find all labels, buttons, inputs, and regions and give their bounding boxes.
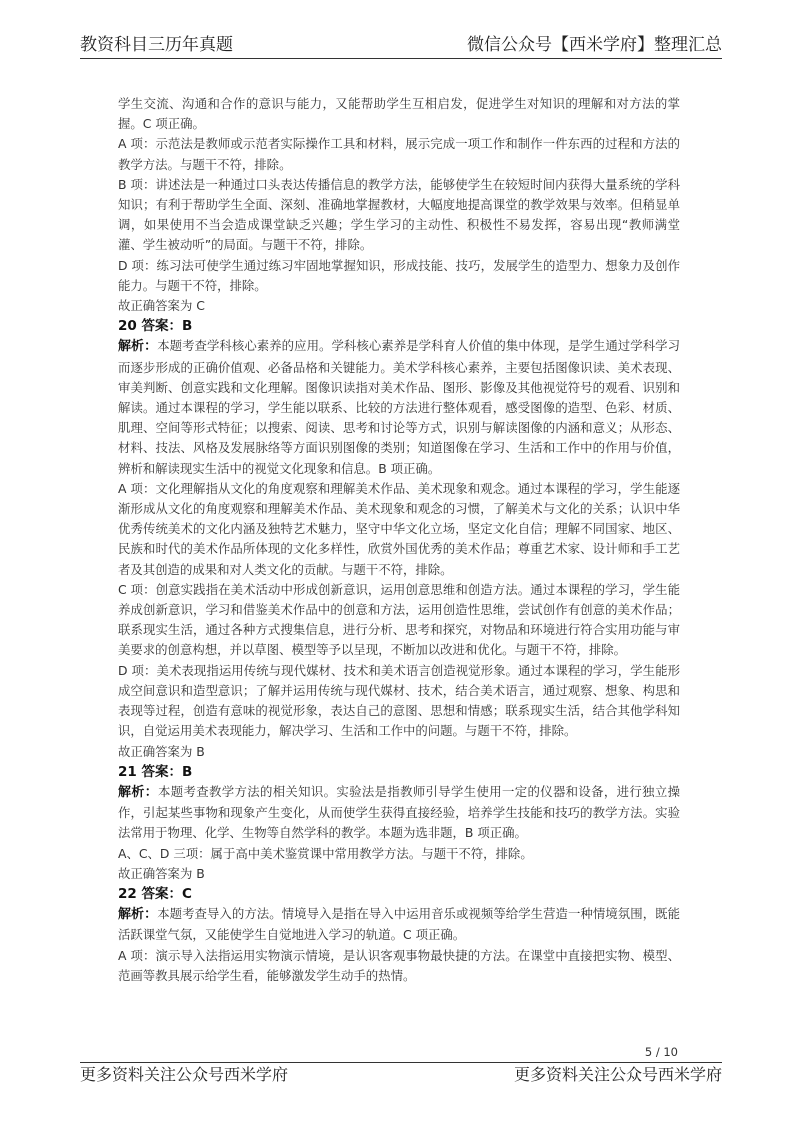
explanation-20 xyxy=(118,336,680,478)
explanation-22 xyxy=(118,904,680,945)
explanation-text: 本题考查导入的方法。情境导入是指在导入中运用音乐或视频等给学生营造一种情境氛围，既能活跃课堂气氛，又能使学生自觉地进入学习的轨道。C 项正确。 xyxy=(118,906,680,943)
paragraph: D 项：美术表现指运用传统与现代媒材、技术和美术语言创造视觉形象。通过本课程的学习，学生能形成空间意识和造型意识；了解并运用传统与现代媒材、技术，结合美术语言，通过观察、想象、构思和表现等过程，创造有意味的视觉形象，表达自己的意图、思想和情感；联系现实生活，结合其他学科知识，自觉运用美术表现能力，解决学习、生活和工作中的问题。与题干不符，排除。 xyxy=(118,662,680,739)
footer-right-text: 更多资料关注公众号西米学府 xyxy=(513,1065,722,1084)
paragraph: D 项：练习法可使学生通过练习牢固地掌握知识，形成技能、技巧，发展学生的造型力、想象力及创作能力。与题干不符，排除。 xyxy=(118,257,680,293)
paragraph: A、C、D 三项：属于高中美术鉴赏课中常用教学方法。与题干不符，排除。 xyxy=(118,845,533,861)
paragraph: 故正确答案为 B xyxy=(118,743,205,759)
paragraph: 学生交流、沟通和合作的意识与能力，又能帮助学生互相启发，促进学生对知识的理解和对方法的掌握。C 项正确。 xyxy=(118,96,680,132)
paragraph: A 项：文化理解指从文化的角度观察和理解美术作品、美术现象和观念。通过本课程的学习，学生能逐渐形成从文化的角度观察和理解美术作品、美术现象和观念的习惯，了解美术与文化的关系；认识中华优秀传统美术的文化内涵及独特艺术魅力，坚守中华文化立场，坚定文化自信；理解不同国家、地区、民族和时代的美术作品所体现的文化多样性，欣赏外国优秀的美术作品；尊重艺术家、设计师和手工艺者及其创造的成果和对人类文化的贡献。与题干不符，排除。 xyxy=(118,480,680,577)
document-body xyxy=(118,94,680,986)
paragraph: A 项：演示导入法指运用实物演示情境，是认识客观事物最快捷的方法。在课堂中直接把实物、模型、范画等教具展示给学生看，能够激发学生动手的热情。 xyxy=(118,947,680,983)
explanation-label: 解析： xyxy=(118,784,159,800)
paragraph: C 项：创意实践指在美术活动中形成创新意识，运用创意思维和创造方法。通过本课程的学习，学生能养成创新意识，学习和借鉴美术作品中的创意和方法，运用创造性思维，尝试创作有创意的美术作品；联系现实生活，通过各种方式搜集信息，进行分析、思考和探究，对物品和环境进行符合实用功能与审美要求的创意构想，并以草图、模型等予以呈现，不断加以改进和优化。与题干不符，排除。 xyxy=(118,581,680,658)
answer-heading-21: 21 答案：B xyxy=(118,763,193,780)
page-header xyxy=(80,32,722,59)
paragraph: 故正确答案为 B xyxy=(118,865,205,881)
explanation-21 xyxy=(118,782,680,844)
header-left-title: 教资科目三历年真题 xyxy=(80,35,233,55)
explanation-label: 解析： xyxy=(118,907,158,923)
explanation-text: 本题考查学科核心素养的应用。学科核心素养是学科育人价值的集中体现，是学生通过学科学习而逐步形成的正确价值观、必备品格和关键能力。美术学科核心素养，主要包括图像识读、美术表现、审美判断、创意实践和文化理解。图像识读指对美术作品、图形、影像及其他视觉符号的观看、识别和解读。通过本课程的学习，学生能以联系、比较的方法进行整体观看，感受图像的造型、色彩、材质、肌理、空间等形式特征；以搜索、阅读、思考和讨论等方式，识别与解读图像的内涵和意义；从形态、材料、技法、风格及发展脉络等方面识别图像的类别；知道图像在学习、生活和工作中的作用与价值，辨析和解读现实生活中的视觉文化现象和信息。B 项正确。 xyxy=(118,338,680,476)
footer-left-text: 更多资料关注公众号西米学府 xyxy=(80,1065,289,1084)
paragraph: 故正确答案为 C xyxy=(118,298,205,314)
explanation-text: 本题考查教学方法的相关知识。实验法是指教师引导学生使用一定的仪器和设备，进行独立操作，引起某些事物和现象产生变化，从而使学生获得直接经验，培养学生技能和技巧的教学方法。实验法常用于物理、化学、生物等自然学科的教学。本题为选非题，B 项正确。 xyxy=(118,783,680,841)
explanation-label: 解析： xyxy=(118,339,158,355)
page-footer xyxy=(80,1062,722,1085)
answer-heading-22: 22 答案：C xyxy=(118,885,192,902)
paragraph: A 项：示范法是教师或示范者实际操作工具和材料，展示完成一项工作和制作一件东西的过程和方法的教学方法。与题干不符，排除。 xyxy=(118,136,680,172)
paragraph: B 项：讲述法是一种通过口头表达传播信息的教学方法，能够使学生在较短时间内获得大量系统的学科知识；有利于帮助学生全面、深刻、准确地掌握教材，大幅度地提高课堂的教学效果与效率。但稍显单调，如果使用不当会造成课堂缺乏兴趣；学生学习的主动性、积极性不易发挥，容易出现“教师满堂灌、学生被动听”的局面。与题干不符，排除。 xyxy=(118,176,680,253)
answer-heading-20: 20 答案：B xyxy=(118,318,193,335)
page-number: 5 / 10 xyxy=(644,1045,678,1059)
header-right-title: 微信公众号【西米学府】整理汇总 xyxy=(467,35,722,55)
